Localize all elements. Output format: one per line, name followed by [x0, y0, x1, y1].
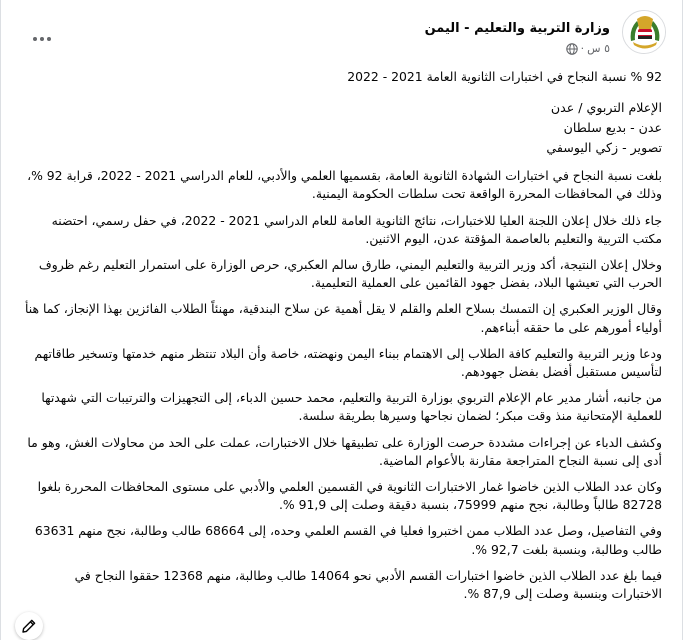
post-body	[21, 68, 662, 611]
post-paragraph: بلغت نسبة النجاح في اختبارات الشهادة الثانوية العامة، بقسميها العلمي والأدبي، للعام الدراسي 2021 - 2022، قرابة 92 %، وذلك في المحافظات المحررة الواقعة تحت سلطات الحكومة اليمنية.	[27, 168, 662, 202]
post-paragraph: جاء ذلك خلال إعلان اللجنة العليا للاختبارات، نتائج الثانوية العامة للعام الدراسي 2021 - 2022، في حفل رسمي، احتضنه مكتب التربية والتعليم بالعاصمة المؤقتة عدن، اليوم الاثنين.	[51, 212, 662, 246]
post-paragraph: فيما بلغ عدد الطلاب الذين خاضوا اختبارات القسم الأدبي نحو 14064 طالب وطالبة، منهم 12368 حققوا النجاح في الاختبارات وبنسبة وصلت إلى 87,9 %.	[74, 567, 662, 602]
post-paragraph: وكشف الدباء عن إجراءات مشددة حرصت الوزارة على تطبيقها خلال الاختبارات، عملت على الحد من محاولات الغش، وهو ما أدى إلى نسبة النجاح المتراجعة مقارنة بالأعوام الماضية.	[27, 434, 662, 468]
credit-line: تصوير - زكي اليوسفي	[546, 140, 662, 156]
more-options-button[interactable]	[25, 22, 59, 56]
more-options-icon	[33, 37, 37, 41]
post-paragraph: من جانبه، أشار مدير عام الإعلام التربوي بوزارة التربية والتعليم، محمد حسين الدباء، إلى التجهيزات والترتيبات التي شهدتها للعملية الإمتحانية منذ وقت مبكر؛ لضمان نجاحها وسيرها بطريقة سلسة.	[41, 390, 662, 424]
post-time[interactable]: ٥ س	[587, 42, 610, 55]
page-name-link[interactable]: وزارة التربية والتعليم - اليمن	[424, 21, 610, 36]
post-paragraph: وخلال إعلان النتيجة، أكد وزير التربية والتعليم اليمني، طارق سالم العكبري، حرص الوزارة على استمرار التعليم رغم ظروف الحرب التي تعيشها البلاد، بفضل جهود القائمين على العملية التعليمية.	[38, 257, 662, 291]
edit-button[interactable]	[15, 612, 43, 640]
post-header	[1, 0, 682, 66]
post-paragraph: وقال الوزير العكبري إن التمسك بسلاح العلم والقلم لا يقل أهمية عن سلاح البندقية، مهنئاً الطلاب الفائزين بهذا الإنجاز، كما هنأ أولياء أمورهم على ما حققه أبناءهم.	[24, 301, 662, 335]
avatar[interactable]	[622, 10, 666, 54]
post-headline: 92 % نسبة النجاح في اختبارات الثانوية العامة 2021 - 2022	[347, 69, 662, 84]
credit-line: عدن - بديع سلطان	[563, 120, 662, 136]
post-credits	[21, 98, 662, 158]
meta-separator: ·	[580, 42, 585, 55]
post-paragraph: وفي التفاصيل، وصل عدد الطلاب ممن اختبروا فعليا في القسم العلمي وحده، إلى 68664 طالب وطالبة، نجح منهم 63631 طالب وطالبة، وبنسبة بلغت 92,7 %.	[34, 523, 662, 557]
post-paragraph: وكان عدد الطلاب الذين خاضوا غمار الاختبارات الثانوية في القسمين العلمي والأدبي على مستوى المحافظات المحررة بلغوا 82728 طالباً وطالبة، نجح منهم 75999، بنسبة دقيقة وصلت إلى 91,9 %.	[37, 479, 662, 513]
edit-icon	[21, 618, 37, 634]
ministry-emblem-icon	[623, 11, 666, 54]
post-paragraph: ودعا وزير التربية والتعليم كافة الطلاب إلى الاهتمام ببناء اليمن ونهضته، خاصة وأن البلاد تنتظر منهم خدمتها وتسخير طاقاتهم لتأسيس مستقبل أفضل بفضل جهودهم.	[34, 345, 662, 380]
post-meta	[566, 42, 610, 55]
credit-line: الإعلام التربوي / عدن	[550, 100, 662, 116]
globe-icon	[566, 43, 578, 55]
